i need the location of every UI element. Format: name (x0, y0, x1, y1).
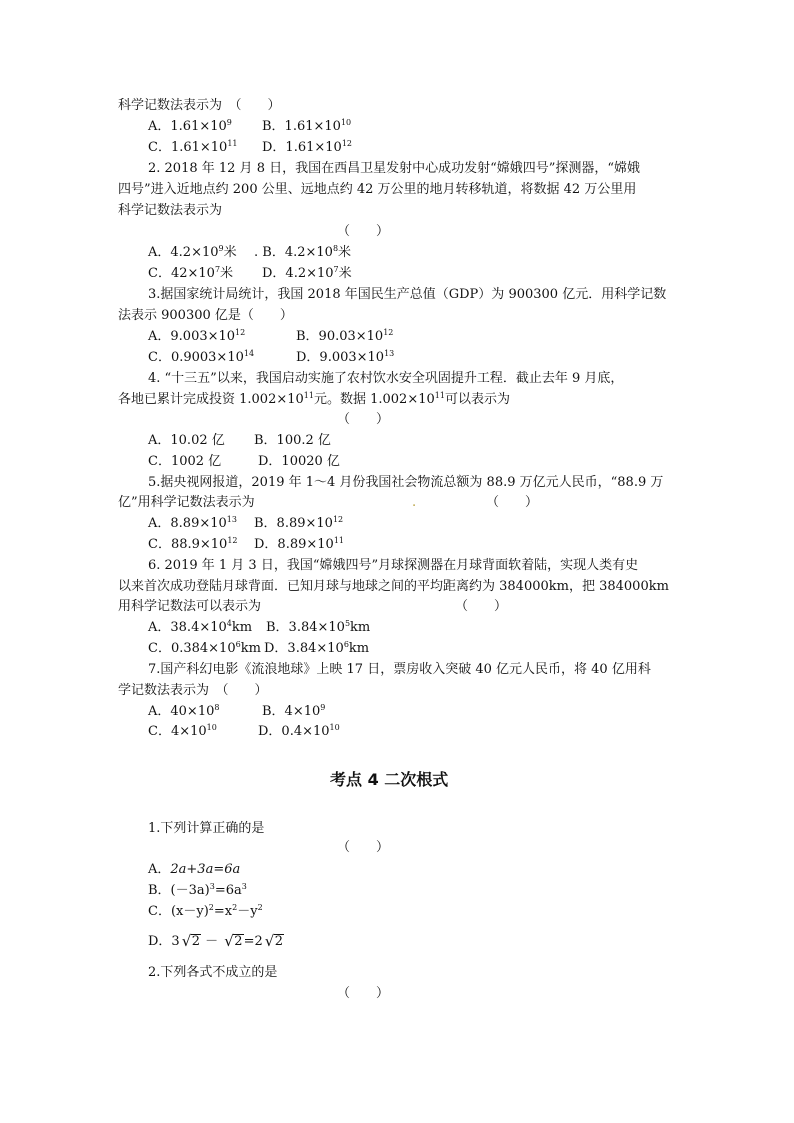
q1-stem-tail: 科学记数法表示为 （ ） (118, 98, 281, 113)
s2-q1-option-d: D．3 √ 2 － √ 2=2 √ 2 (148, 932, 284, 950)
q7-stem-line1: 7.国产科幻电影《流浪地球》上映 17 日，票房收入突破 40 亿元人民币，将 40 亿用科 (148, 662, 651, 677)
q4-option-c: C．1002 亿 (148, 454, 222, 469)
q4-option-a: A．10.02 亿 (148, 433, 225, 448)
q2-option-b: . B．$4.2\times 10^8$米 (254, 244, 352, 260)
q4-option-b: B．100.2 亿 (254, 433, 331, 448)
q6-stem-line3: 用科学记数法可以表示为 (118, 599, 262, 614)
q1-option-b: B．$1.61\times 10^{10}$ (262, 118, 352, 134)
sqrt-symbol: √ 2 (181, 932, 200, 950)
q2-answer-paren: （ ） (337, 224, 390, 239)
s2-q1-option-c: C．$(x-y)^2=x^2-y^2$ (148, 903, 263, 919)
q7-option-a: A．$40\times 10^8$ (148, 703, 220, 719)
q2-option-a: A．$4.2\times 10^9$米 (148, 244, 237, 260)
q1-option-d: D．$1.61\times 10^{12}$ (262, 139, 352, 155)
q3-stem-line2: 法表示 900300 亿是（ ） (118, 308, 293, 323)
q4-stem-line2: 各地已累计完成投资 $1.002\times 10^{11}$元。数据 $1.002\times 10^{11}$可以表示为 (118, 391, 510, 407)
q7-option-c: C．$4\times 10^{10}$ (148, 723, 217, 739)
q6-option-c: C．$0.384\times 10^6km$ (148, 640, 261, 656)
q2-option-c: C．$42\times 10^7$米 (148, 265, 234, 281)
q3-option-a: A．$9.003\times 10^{12}$ (148, 328, 246, 344)
q6-answer-paren: （ ） (455, 599, 508, 614)
q2-option-d: D．$4.2\times 10^7$米 (262, 265, 352, 281)
q3-option-d: D．$9.003\times 10^{13}$ (296, 349, 395, 365)
s2-q2-answer-paren: （ ） (337, 986, 390, 1001)
q6-option-a: A．$38.4\times 10^4km$ (148, 619, 253, 635)
sqrt-symbol: √ 2 (224, 932, 243, 950)
q4-stem-line1: 4. “十三五”以来，我国启动实施了农村饮水安全巩固提升工程．截止去年 9 月底， (148, 371, 624, 386)
q3-stem-line1: 3.据国家统计局统计，我国 2018 年国民生产总值（GDP）为 900300 亿元．用科学记数 (148, 287, 667, 302)
s2-q1-stem: 1.下列计算正确的是 (148, 821, 265, 836)
q5-answer-paren: （ ） (486, 495, 539, 510)
q2-stem-line3: 科学记数法表示为 (118, 203, 223, 218)
q7-option-d: D．$0.4\times 10^{10}$ (258, 723, 340, 739)
q6-option-d: D．$3.84\times 10^6km$ (264, 640, 370, 656)
q3-option-b: B．$90.03\times 10^{12}$ (296, 328, 394, 344)
q5-option-d: D．$8.89\times 10^{11}$ (254, 536, 344, 552)
q5-option-b: B．$8.89\times 10^{12}$ (254, 515, 344, 531)
section-heading: 考点 4 二次根式 (330, 770, 449, 789)
s2-q1-option-a: A．2a+3a=6a (148, 862, 241, 877)
q4-answer-paren: （ ） (337, 412, 390, 427)
s2-q2-stem: 2.下列各式不成立的是 (148, 965, 278, 980)
q7-stem-line2: 学记数法表示为 （ ） (118, 683, 268, 698)
q1-option-a: A．$1.61\times 10^9$ (148, 118, 232, 134)
q1-option-c: C．$1.61\times 10^{11}$ (148, 139, 238, 155)
q6-stem-line2: 以来首次成功登陆月球背面．已知月球与地球之间的平均距离约为 384000km，把 384000km (118, 579, 669, 594)
q5-stray-dot: . (412, 495, 417, 510)
q7-option-b: B．$4\times 10^9$ (262, 703, 326, 719)
q5-stem-line2: 亿”用科学记数法表示为 (118, 495, 255, 510)
s2-q1-option-b: B．$(-3a)^3=6a^3$ (148, 882, 247, 898)
s2-q1-answer-paren: （ ） (337, 840, 390, 855)
q2-stem-line2: 四号”进入近地点约 200 公里、远地点约 42 万公里的地月转移轨道，将数据 42 万公里用 (118, 182, 637, 197)
q2-stem-line1: 2. 2018 年 12 月 8 日，我国在西昌卫星发射中心成功发射“嫦娥四号”探测器，“嫦娥 (148, 161, 641, 176)
q6-option-b: B．$3.84\times 10^5km$ (266, 619, 371, 635)
sqrt-symbol: √ 2 (264, 932, 284, 950)
q6-stem-line1: 6. 2019 年 1 月 3 日，我国“嫦娥四号”月球探测器在月球背面软着陆，实现人类有史 (148, 558, 639, 573)
q5-stem-line1: 5.据央视网报道，2019 年 1～4 月份我国社会物流总额为 88.9 万亿元人民币，“88.9 万 (148, 475, 664, 490)
q5-option-c: C．$88.9\times 10^{12}$ (148, 536, 238, 552)
q5-option-a: A．$8.89\times 10^{13}$ (148, 515, 237, 531)
q4-option-d: D．10020 亿 (258, 454, 340, 469)
q3-option-c: C．$0.9003\times 10^{14}$ (148, 349, 255, 365)
